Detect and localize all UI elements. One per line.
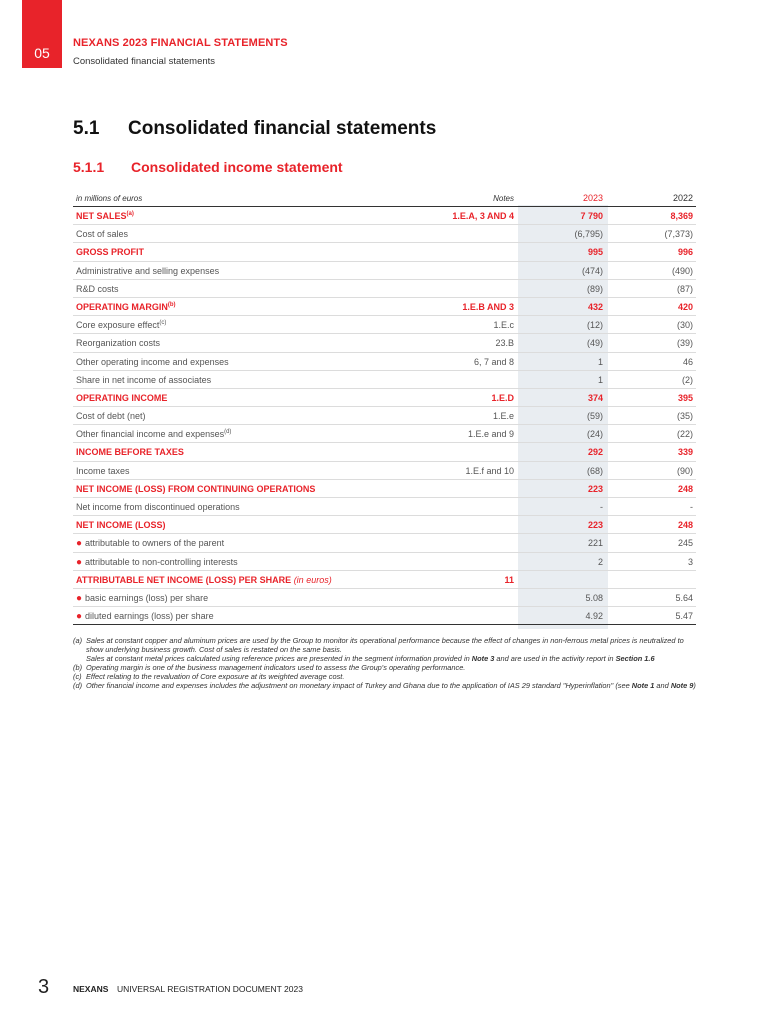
footnote-a-continued: Sales at constant metal prices calculated using reference prices are presented in the segment information provided in Note 3 and are used in the activity report in Section 1.6 (86, 653, 655, 663)
value-2023: 223 (587, 483, 603, 494)
chapter-tab (22, 0, 62, 68)
table-row (73, 425, 696, 443)
header-title: NEXANS 2023 FINANCIAL STATEMENTS (73, 37, 288, 49)
value-2022: 420 (677, 301, 693, 312)
value-2023: (49) (586, 338, 603, 349)
table-row (73, 207, 696, 225)
value-2023: (68) (586, 465, 603, 476)
footer-brand: NEXANS (73, 984, 109, 994)
row-label: Cost of sales (76, 229, 129, 240)
value-2022: (30) (676, 320, 693, 331)
table-row (73, 607, 696, 625)
row-label: ATTRIBUTABLE NET INCOME (LOSS) PER SHARE (in euros) (76, 574, 332, 585)
unit-label: in millions of euros (76, 194, 143, 203)
value-2022: (7,373) (664, 229, 693, 240)
value-2023: 221 (587, 538, 603, 549)
footnotes (73, 637, 703, 690)
table-row (73, 407, 696, 425)
value-2022: (87) (676, 283, 693, 294)
value-2023: (59) (586, 411, 603, 422)
row-notes: 1.E.B AND 3 (462, 301, 514, 312)
row-notes: 1.E.D (491, 392, 514, 403)
table-row (73, 516, 696, 534)
row-label: ● basic earnings (loss) per share (76, 592, 209, 604)
row-notes: 6, 7 and 8 (473, 356, 514, 367)
row-notes: 1.E.c (493, 320, 514, 331)
footnote-ref: (c) (159, 320, 167, 327)
value-2023: 995 (587, 247, 603, 258)
row-label: Share in net income of associates (76, 374, 212, 385)
footnote-a: (a) Sales at constant copper and aluminum prices are used by the Group to monitor its operational performance because the effect of changes in non-ferrous metal prices is neutralized to show underlying business growth. Cost of sales is restated on the same basis. (73, 636, 684, 654)
section-number: 5.1 (73, 118, 100, 139)
value-2023: (12) (586, 320, 603, 331)
table-row (73, 498, 696, 516)
value-2023: 1 (597, 356, 603, 367)
table-row (73, 571, 696, 589)
row-label: R&D costs (76, 283, 119, 294)
row-notes: 1.E.f and 10 (465, 465, 514, 476)
value-2022: (90) (676, 465, 693, 476)
header-subtitle: Consolidated financial statements (73, 56, 216, 67)
value-2022: 5.47 (675, 611, 693, 622)
value-2022: 339 (677, 447, 693, 458)
value-2022: (22) (676, 429, 693, 440)
table-row (73, 443, 696, 461)
bullet-icon: ● (76, 556, 83, 568)
income-statement-table (73, 189, 696, 625)
value-2023: 7 790 (580, 211, 603, 221)
subsection-heading (73, 159, 343, 175)
value-2022: (39) (676, 338, 693, 349)
bullet-icon: ● (76, 611, 83, 623)
chapter-number: 05 (34, 45, 50, 61)
table-row (73, 480, 696, 498)
row-label: ● diluted earnings (loss) per share (76, 611, 214, 623)
value-2023: 223 (587, 520, 603, 531)
row-label: Income taxes (76, 465, 130, 476)
value-2023: (24) (586, 429, 603, 440)
table-row (73, 589, 696, 607)
footer-document-title: UNIVERSAL REGISTRATION DOCUMENT 2023 (117, 984, 303, 994)
footnote-ref: (a) (126, 211, 134, 217)
unit-suffix: (in euros) (293, 574, 332, 585)
value-2023: (89) (586, 283, 603, 294)
value-2022: (35) (676, 411, 693, 422)
value-2023: 292 (587, 447, 603, 458)
row-notes: 23.B (495, 338, 514, 349)
table-row (73, 553, 696, 571)
row-label: NET SALES$^{(a)}$ (76, 211, 134, 221)
row-label: Other financial income and expenses$^{(d)}$ (76, 429, 232, 440)
value-2023: 1 (597, 374, 603, 385)
section-heading (73, 118, 436, 140)
table-row (73, 298, 696, 316)
value-2022: 3 (687, 556, 693, 567)
row-label: Other operating income and expenses (76, 356, 229, 367)
row-label: Core exposure effect$^{(c)}$ (76, 320, 167, 331)
row-label: Reorganization costs (76, 338, 161, 349)
value-2023: - (600, 502, 603, 512)
value-2023: (474) (581, 265, 603, 276)
value-2023: 5.08 (585, 592, 603, 603)
table-row (73, 389, 696, 407)
value-2022: 395 (677, 392, 693, 403)
table-row (73, 316, 696, 334)
row-notes: 11 (504, 574, 514, 585)
row-label: NET INCOME (LOSS) FROM CONTINUING OPERATIONS (76, 483, 316, 494)
footnote-b: (b) Operating margin is one of the business management indicators used to assess the Group's operating performance. (73, 662, 466, 672)
page-number: 3 (38, 976, 50, 998)
row-label: OPERATING INCOME (76, 392, 168, 403)
value-2022: (2) (682, 374, 693, 385)
value-2022: - (690, 502, 693, 512)
footnote-ref: (b) (167, 301, 176, 308)
value-2022: (490) (671, 265, 693, 276)
table-body (73, 207, 696, 625)
section-title: Consolidated financial statements (128, 118, 437, 139)
row-label: INCOME BEFORE TAXES (76, 447, 184, 458)
value-2022: 248 (677, 483, 693, 494)
subsection-title: Consolidated income statement (131, 159, 343, 175)
value-2022: 996 (677, 247, 693, 258)
year-2022-header: 2022 (672, 193, 693, 203)
value-2023: 432 (587, 301, 603, 312)
row-label: Net income from discontinued operations (76, 502, 240, 512)
table-row (73, 280, 696, 298)
value-2023: 374 (587, 392, 603, 403)
row-label: Cost of debt (net) (76, 411, 146, 422)
footnote-c: (c) Effect relating to the revaluation of Core exposure at its weighted average cost. (73, 671, 345, 681)
value-2023: 4.92 (585, 611, 603, 622)
value-2022: 5.64 (675, 592, 693, 603)
footnote-ref: (d) (224, 429, 232, 436)
table-row (73, 353, 696, 371)
row-label: NET INCOME (LOSS) (76, 520, 166, 531)
bullet-icon: ● (76, 538, 83, 550)
row-label: GROSS PROFIT (76, 247, 145, 258)
table-row (73, 243, 696, 261)
row-label: OPERATING MARGIN$^{(b)}$ (76, 301, 176, 312)
value-2023: (6,795) (574, 229, 603, 240)
table-row (73, 371, 696, 389)
value-2022: 245 (677, 538, 693, 549)
row-notes: 1.E.e (492, 411, 514, 422)
table-row (73, 225, 696, 243)
row-label: ● attributable to non-controlling interests (76, 556, 238, 568)
value-2022: 248 (677, 520, 693, 531)
bullet-icon: ● (76, 592, 83, 604)
value-2022: 46 (682, 356, 693, 367)
year-2023-header: 2023 (582, 193, 603, 203)
value-2023: 2 (597, 556, 603, 567)
notes-header: Notes (493, 194, 514, 203)
row-notes: 1.E.A, 3 AND 4 (452, 211, 514, 221)
row-label: ● attributable to owners of the parent (76, 538, 225, 550)
value-2022: 8,369 (670, 211, 693, 221)
row-label: Administrative and selling expenses (76, 265, 220, 276)
row-notes: 1.E.e and 9 (467, 429, 514, 440)
table-row (73, 534, 696, 552)
subsection-number: 5.1.1 (73, 159, 105, 175)
table-row (73, 462, 696, 480)
table-row (73, 262, 696, 280)
table-row (73, 334, 696, 352)
footnote-d: (d) Other financial income and expenses includes the adjustment on monetary impact of Turkey and Ghana due to the application of IAS 29 standard "Hyperinflation" (see Note 1 and Note 9) (73, 680, 696, 690)
table-header (73, 189, 696, 207)
